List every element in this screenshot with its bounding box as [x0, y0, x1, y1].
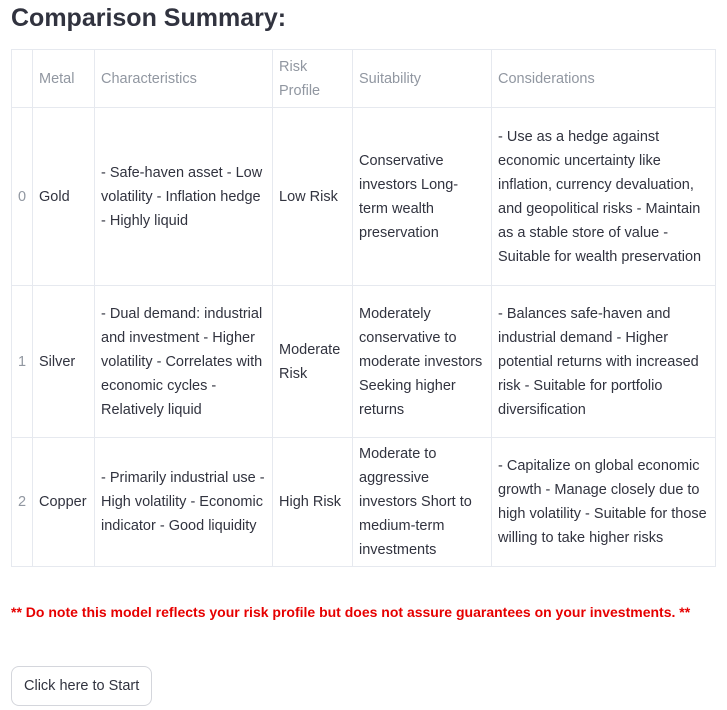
cell-metal[interactable]: Silver [33, 286, 95, 438]
table-row [12, 286, 716, 438]
column-header-metal[interactable]: Metal [33, 50, 95, 108]
row-index: 1 [12, 286, 33, 438]
column-header-suitability[interactable]: Suitability [353, 50, 492, 108]
cell-characteristics[interactable]: - Safe-haven asset - Low volatility - Inflation hedge - Highly liquid [95, 108, 273, 286]
cell-characteristics[interactable]: - Primarily industrial use - High volatility - Economic indicator - Good liquidity [95, 438, 273, 567]
cell-risk-profile[interactable]: Low Risk [273, 108, 353, 286]
row-index: 0 [12, 108, 33, 286]
cell-considerations[interactable]: - Capitalize on global economic growth - Manage closely due to high volatility - Suitable for those willing to take higher risks [492, 438, 716, 567]
page-title: Comparison Summary: [11, 4, 287, 32]
column-header-characteristics[interactable]: Characteristics [95, 50, 273, 108]
cell-risk-profile[interactable]: Moderate Risk [273, 286, 353, 438]
cell-metal[interactable]: Copper [33, 438, 95, 567]
risk-disclaimer: ** Do note this model reflects your risk profile but does not assure guarantees on your investments. ** [11, 604, 691, 620]
cell-considerations[interactable]: - Balances safe-haven and industrial demand - Higher potential returns with increased risk - Suitable for portfolio diversification [492, 286, 716, 438]
table-row [12, 108, 716, 286]
comparison-table [11, 49, 716, 567]
cell-considerations[interactable]: - Use as a hedge against economic uncertainty like inflation, currency devaluation, and geopolitical risks - Maintain as a stable store of value - Suitable for wealth preservation [492, 108, 716, 286]
cell-suitability[interactable]: Moderate to aggressive investors Short to medium-term investments [353, 438, 492, 567]
cell-characteristics[interactable]: - Dual demand: industrial and investment - Higher volatility - Correlates with economic cycles - Relatively liquid [95, 286, 273, 438]
cell-metal[interactable]: Gold [33, 108, 95, 286]
cell-risk-profile[interactable]: High Risk [273, 438, 353, 567]
cell-suitability[interactable]: Conservative investors Long-term wealth preservation [353, 108, 492, 286]
column-header-index[interactable] [12, 50, 33, 108]
start-button[interactable]: Click here to Start [11, 666, 152, 706]
column-header-risk-profile[interactable]: Risk Profile [273, 50, 353, 108]
table-header-row [12, 50, 716, 108]
table-row [12, 438, 716, 567]
cell-suitability[interactable]: Moderately conservative to moderate investors Seeking higher returns [353, 286, 492, 438]
column-header-considerations[interactable]: Considerations [492, 50, 716, 108]
row-index: 2 [12, 438, 33, 567]
